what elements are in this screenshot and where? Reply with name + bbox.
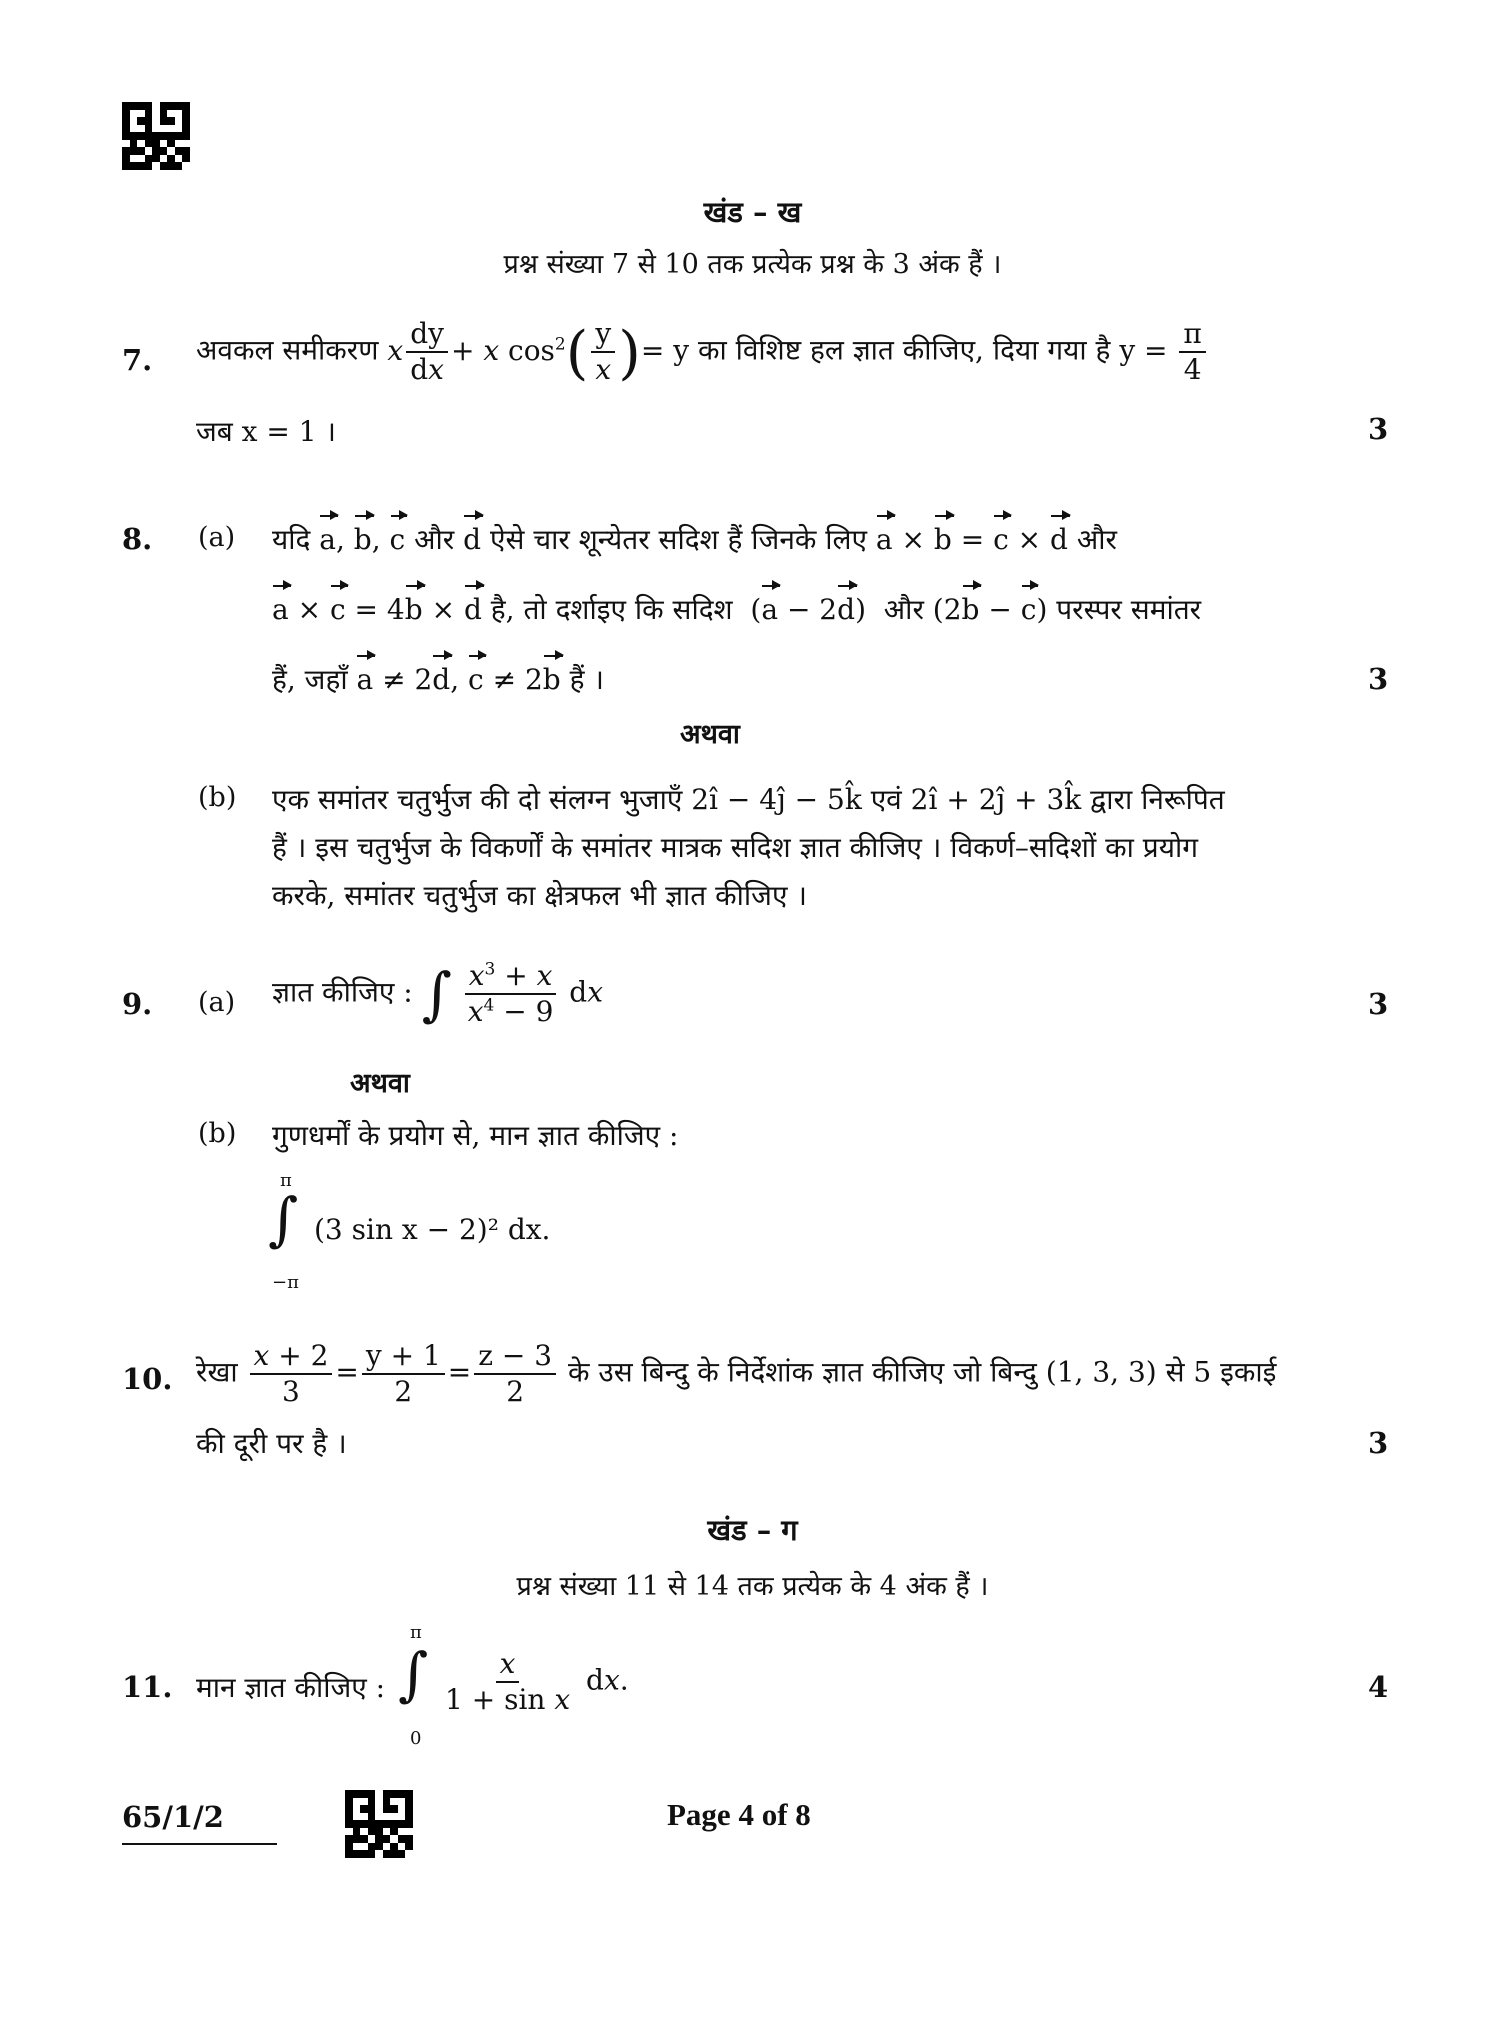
qr-code-top [122, 102, 190, 170]
q10-text-start: रेखा [196, 1355, 238, 1389]
q8-b-line1-start: एक समांतर चतुर्भुज की दो संलग्न भुजाएँ [272, 783, 683, 816]
q8-a-line3: हैं, जहाँ a ≠ 2d, c ≠ 2b हैं । [272, 663, 605, 696]
q7-text-mid: का विशिष्ट हल ज्ञात कीजिए, दिया गया है [697, 333, 1111, 367]
q8-b-line3: करके, समांतर चतुर्भुज का क्षेत्रफल भी ज्ञात कीजिए । [272, 879, 807, 912]
q8-a-line2-and: और [883, 593, 924, 626]
q8-marks: 3 [1368, 662, 1389, 696]
q10-number: 10. [122, 1362, 173, 1396]
q8-a-line1-mid: ऐसे चार शून्येतर सदिश हैं जिनके लिए [490, 523, 867, 556]
q8-a-line2-mid: है, तो दर्शाइए कि सदिश [490, 593, 733, 626]
q11-text: मान ज्ञात कीजिए : [196, 1671, 386, 1704]
q11-upper-limit: π [410, 1622, 422, 1643]
q11-lower-limit: 0 [410, 1728, 422, 1749]
q9-part-a-label: (a) [198, 987, 236, 1018]
q11-marks: 4 [1368, 1670, 1389, 1704]
q8-b-line1-end: द्वारा निरूपित [1090, 783, 1225, 816]
q9-marks: 3 [1368, 987, 1389, 1021]
q10-line1: रेखा $\frac{x + 2}{3}$ = $\frac{y + 1}{2}$ = $\frac{z - 3}{2}$ के उस बिन्दु के निर्देशांक ज्ञात कीजिए जो बिन्दु (1, 3, 3) से 5 इकाई [196, 1339, 1277, 1409]
q8-a-line1: यदि a, b, c और d ऐसे चार शून्येतर सदिश हैं जिनके लिए a × b = c × d और [272, 523, 1117, 556]
section-b-title: खंड – ख [703, 195, 802, 229]
q7-line1 [196, 318, 1209, 386]
footer-underline [122, 1843, 277, 1845]
q7-text-start: अवकल समीकरण [196, 333, 379, 367]
q8-or: अथवा [680, 719, 740, 750]
q7-text-line2: जब x = 1 । [196, 415, 337, 448]
q7-equation: x $\frac{dy}{dx}$ + x $\cos^2$( $\frac{y}{x}$ )= y [387, 317, 698, 387]
q7-condition: y = $\frac{\pi}{4}$ [1119, 334, 1209, 367]
q8-a-line1-start: यदि [272, 523, 311, 556]
paper-code: 65/1/2 [122, 1800, 224, 1834]
q9-number: 9. [122, 987, 153, 1021]
q8-a-line1-end: और [1076, 523, 1117, 556]
q8-a-line2: a × c = 4b × d है, तो दर्शाइए कि सदिश (a − 2d) और (2b − c) परस्पर समांतर [272, 593, 1202, 626]
q10-text-line2: की दूरी पर है । [196, 1427, 347, 1460]
q8-a-line3-end: हैं । [569, 663, 605, 696]
q8-b-line1-and: एवं [870, 783, 902, 816]
q9-b-text: गुणधर्मों के प्रयोग से, मान ज्ञात कीजिए : [272, 1119, 679, 1152]
q11-number: 11. [122, 1670, 173, 1704]
q8-b-line2: हैं । इस चतुर्भुज के विकर्णों के समांतर मात्रक सदिश ज्ञात कीजिए । विकर्ण–सदिशों का प्रयोग [272, 831, 1198, 864]
q9-a-text: ज्ञात कीजिए : [272, 975, 413, 1009]
q8-b-line1: एक समांतर चतुर्भुज की दो संलग्न भुजाएँ 2î − 4ĵ − 5k̂ एवं 2î + 2ĵ + 3k̂ द्वारा निरूपित [272, 783, 1225, 816]
q10-text-end: के उस बिन्दु के निर्देशांक ज्ञात कीजिए जो बिन्दु (1, 3, 3) से 5 इकाई [567, 1355, 1277, 1389]
q9-part-b-label: (b) [198, 1118, 237, 1149]
q8-a-line2-end: परस्पर समांतर [1056, 593, 1202, 626]
q11-integral: ∫ [398, 1640, 429, 1708]
q9-a-line: ज्ञात कीजिए : ∫ $\frac{x^3 + x}{x^4 - 9}$ dx [272, 959, 604, 1029]
q8-a-line3-start: हैं, जहाँ [272, 663, 348, 696]
q8-part-b-label: (b) [198, 782, 237, 813]
section-b-subtitle: प्रश्न संख्या 7 से 10 तक प्रत्येक प्रश्न के 3 अंक हैं । [503, 249, 1002, 280]
page-number: Page 4 of 8 [667, 1797, 811, 1832]
integral-sign: ∫ [421, 960, 452, 1029]
q9-b-integral: ∫ [268, 1185, 299, 1253]
q9-b-lower-limit: −π [272, 1272, 299, 1293]
section-c-title: खंड – ग [707, 1513, 798, 1547]
q7-number: 7. [122, 343, 153, 377]
qr-code-footer [345, 1790, 413, 1858]
q10-marks: 3 [1368, 1426, 1389, 1460]
q7-marks: 3 [1368, 412, 1389, 446]
section-c-subtitle: प्रश्न संख्या 11 से 14 तक प्रत्येक के 4 अंक हैं । [516, 1571, 989, 1602]
q9-or: अथवा [350, 1068, 410, 1099]
q8-and-1: और [414, 523, 455, 556]
q9-b-upper-limit: π [280, 1170, 292, 1191]
q8-part-a-label: (a) [198, 522, 236, 553]
q9-b-integrand: (3 sin x − 2)² dx. [314, 1213, 551, 1246]
q11-integrand: $\frac{x}{\text{1 + sin x}}$ dx. [445, 1647, 629, 1717]
q8-number: 8. [122, 522, 153, 556]
